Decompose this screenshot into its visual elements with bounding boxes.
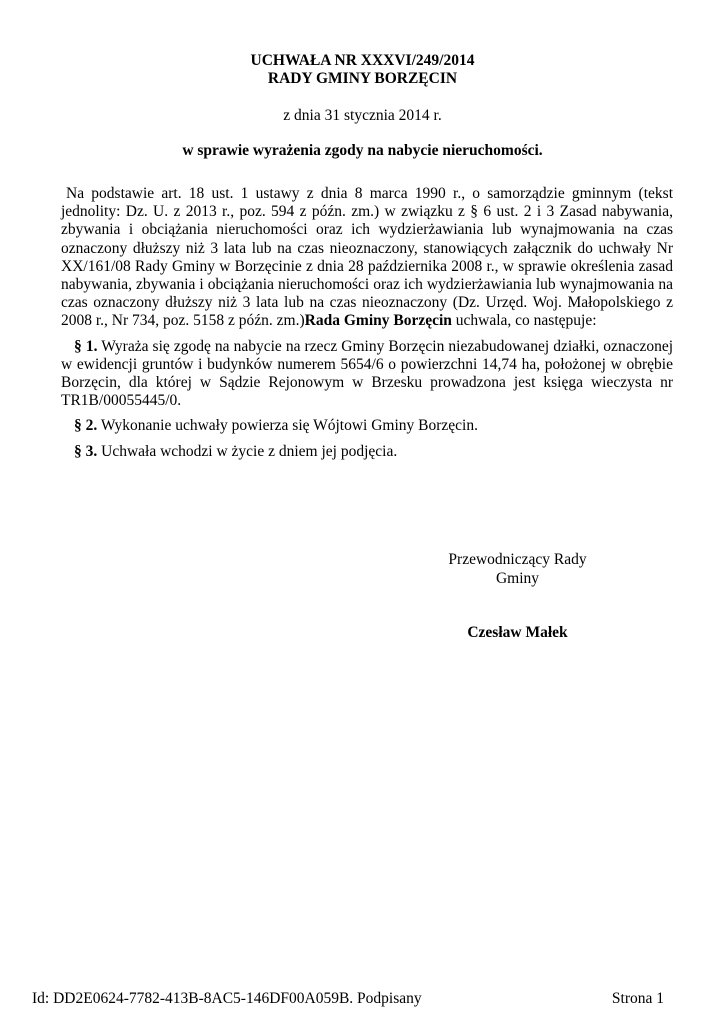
signature-role-line1: Przewodniczący Rady — [448, 551, 587, 568]
preamble-tail: uchwala, co następuje: — [451, 312, 597, 330]
section-1-number: § 1. — [74, 337, 98, 355]
signature-role — [430, 550, 605, 588]
resolution-body — [61, 185, 673, 468]
section-3 — [61, 443, 673, 461]
signature-role-line2: Gminy — [495, 570, 540, 587]
section-3-text: Uchwała wchodzi w życie z dniem jej podjęcia. — [97, 442, 398, 460]
resolution-number: UCHWAŁA NR XXXVI/249/2014 — [250, 52, 475, 69]
signature-name: Czesław Małek — [467, 624, 568, 641]
section-2-text: Wykonanie uchwały powierza się Wójtowi Gminy Borzęcin. — [97, 417, 478, 435]
resolution-header — [0, 52, 725, 88]
section-1-text: Wyraża się zgodę na nabycie na rzecz Gminy Borzęcin niezabudowanej działki, oznaczonej w ewidencji gruntów i budynków numerem 5654/6 o powierzchni 14,74 ha, położonej w obrębie Borzęcin, dla której w Sądzie Rejonowym w Brzesku prowadzona jest księga wieczysta nr TR1B/00055445/0. — [61, 337, 674, 410]
council-name: RADY GMINY BORZĘCIN — [267, 70, 458, 87]
page-number: Strona 1 — [611, 990, 664, 1007]
section-1 — [61, 338, 673, 411]
resolution-date: z dnia 31 stycznia 2014 r. — [283, 107, 442, 124]
section-3-number: § 3. — [74, 442, 98, 460]
document-id: Id: DD2E0624-7782-413B-8AC5-146DF00A059B. Podpisany — [32, 990, 422, 1007]
preamble — [61, 185, 673, 331]
preamble-council: Rada Gminy Borzęcin — [304, 312, 452, 330]
resolution-subject: w sprawie wyrażenia zgody na nabycie nieruchomości. — [182, 142, 543, 159]
section-2 — [61, 417, 673, 435]
section-2-number: § 2. — [74, 417, 98, 435]
preamble-text: Na podstawie art. 18 ust. 1 ustawy z dnia 8 marca 1990 r., o samorządzie gminnym (tekst jednolity: Dz. U. z 2013 r., poz. 594 z późn. zm.) w związku z § 6 ust. 2 i 3 Zasad nabywania, zbywania i obciążania nieruchomości oraz ich wydzierżawiania lub wynajmowania na czas oznaczony dłuższy niż 3 lata lub na czas nieoznaczony, stanowiących załącznik do uchwały Nr XX/161/08 Rady Gminy w Borzęcinie z dnia 28 października 2008 r., w sprawie określenia zasad nabywania, zbywania i obciążania nieruchomości oraz ich wydzierżawiania lub wynajmowania na czas oznaczony dłuższy niż 3 lata lub na czas nieoznaczony (Dz. Urzęd. Woj. Małopolskiego z 2008 r., Nr 734, poz. 5158 z późn. zm.) — [61, 185, 673, 330]
